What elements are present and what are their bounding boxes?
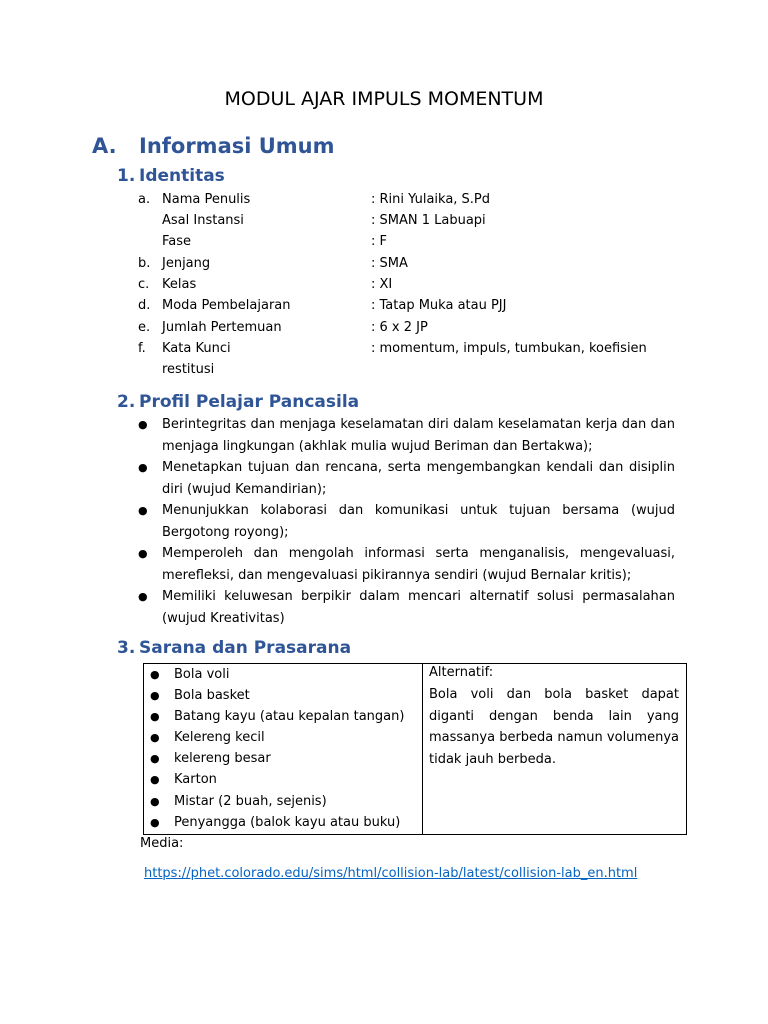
bullet-icon: ● [138,418,148,431]
bullet-icon: ● [138,504,148,517]
list-item-text: Menetapkan tujuan dan rencana, serta mengembangkan kendali dan disiplin diri (wujud Kemandirian); [162,460,675,497]
identitas-row [138,339,698,359]
equipment-text: Bola voli [174,667,230,682]
bullet-icon: ● [150,795,160,808]
document-title: MODUL AJAR IMPULS MOMENTUM [224,88,544,110]
row-value: : momentum, impuls, tumbukan, koefisien [371,341,647,356]
alternative-text: Bola voli dan bola basket dapat diganti dengan benda lain yang massanya berbeda namun volumenya tidak jauh berbeda. [429,687,679,767]
list-item [138,457,675,500]
bullet-icon: ● [150,689,160,702]
row-label: Jumlah Pertemuan [162,320,282,335]
sarana-table [143,663,687,835]
identitas-heading [117,166,225,186]
bullet-icon: ● [150,773,160,786]
list-item-text: Memperoleh dan mengolah informasi serta menganalisis, mengevaluasi, merefleksi, dan mengevaluasi pikirannya sendiri (wujud Bernalar kritis); [162,546,675,583]
bullet-icon: ● [138,590,148,603]
section-a-number: A. [92,134,117,158]
section-a-heading [92,134,335,158]
row-value: : F [371,234,387,249]
bullet-icon: ● [150,752,160,765]
identitas-row [138,211,698,231]
row-label: Nama Penulis [162,192,251,207]
row-value: : Rini Yulaika, S.Pd [371,192,491,207]
bullet-icon: ● [138,461,148,474]
equipment-text: kelereng besar [174,751,271,766]
row-value: : 6 x 2 JP [371,320,428,335]
row-value: : XI [371,277,393,292]
sarana-number: 3. [117,638,136,658]
equipment-text: Kelereng kecil [174,730,265,745]
row-letter: e. [138,320,151,335]
row-value: : Tatap Muka atau PJJ [371,298,507,313]
list-item-text: Memiliki keluwesan berpikir dalam mencari alternatif solusi permasalahan (wujud Kreativitas) [162,589,675,626]
row-letter: b. [138,256,151,271]
profil-heading [117,392,359,412]
equipment-text: Mistar (2 buah, sejenis) [174,794,327,809]
media-label: Media: [140,836,184,851]
row-letter: c. [138,277,150,292]
row-label: Kelas [162,277,197,292]
list-item [138,586,675,629]
identitas-row [138,190,698,210]
identitas-row [138,318,698,338]
kata-kunci-continuation: restitusi [162,362,215,377]
row-value: : SMAN 1 Labuapi [371,213,486,228]
row-letter: a. [138,192,151,207]
list-item-text: Berintegritas dan menjaga keselamatan diri dalam keselamatan kerja dan dan menjaga lingkungan (akhlak mulia wujud Beriman dan Bertakwa); [162,417,675,454]
bullet-icon: ● [150,816,160,829]
row-label: Kata Kunci [162,341,231,356]
equipment-text: Bola basket [174,688,250,703]
identitas-number: 1. [117,166,136,186]
identitas-row [138,254,698,274]
list-item [138,500,675,543]
row-label: Moda Pembelajaran [162,298,291,313]
profil-title: Profil Pelajar Pancasila [139,392,360,412]
profil-list [138,414,675,629]
list-item [138,414,675,457]
bullet-icon: ● [150,731,160,744]
sarana-heading [117,638,351,658]
row-letter: f. [138,341,146,356]
bullet-icon: ● [150,668,160,681]
row-label: Fase [162,234,192,249]
equipment-text: Batang kayu (atau kepalan tangan) [174,709,405,724]
row-label: Jenjang [162,256,211,271]
row-value: : SMA [371,256,408,271]
identitas-row [138,232,698,252]
identitas-title: Identitas [139,166,225,186]
list-item [138,543,675,586]
equipment-text: Penyangga (balok kayu atau buku) [174,815,401,830]
row-letter: d. [138,298,151,313]
sarana-title: Sarana dan Prasarana [139,638,352,658]
equipment-text: Karton [174,772,217,787]
alternative-cell [423,664,686,834]
bullet-icon: ● [150,710,160,723]
identitas-row [138,296,698,316]
profil-number: 2. [117,392,136,412]
identitas-row [138,275,698,295]
section-a-title: Informasi Umum [139,134,335,158]
bullet-icon: ● [138,547,148,560]
media-link[interactable]: https://phet.colorado.edu/sims/html/collision-lab/latest/collision-lab_en.html [144,866,638,881]
alternative-heading: Alternatif: [429,665,494,680]
equipment-cell [144,664,423,834]
list-item-text: Menunjukkan kolaborasi dan komunikasi untuk tujuan bersama (wujud Bergotong royong); [162,503,675,540]
row-label: Asal Instansi [162,213,244,228]
